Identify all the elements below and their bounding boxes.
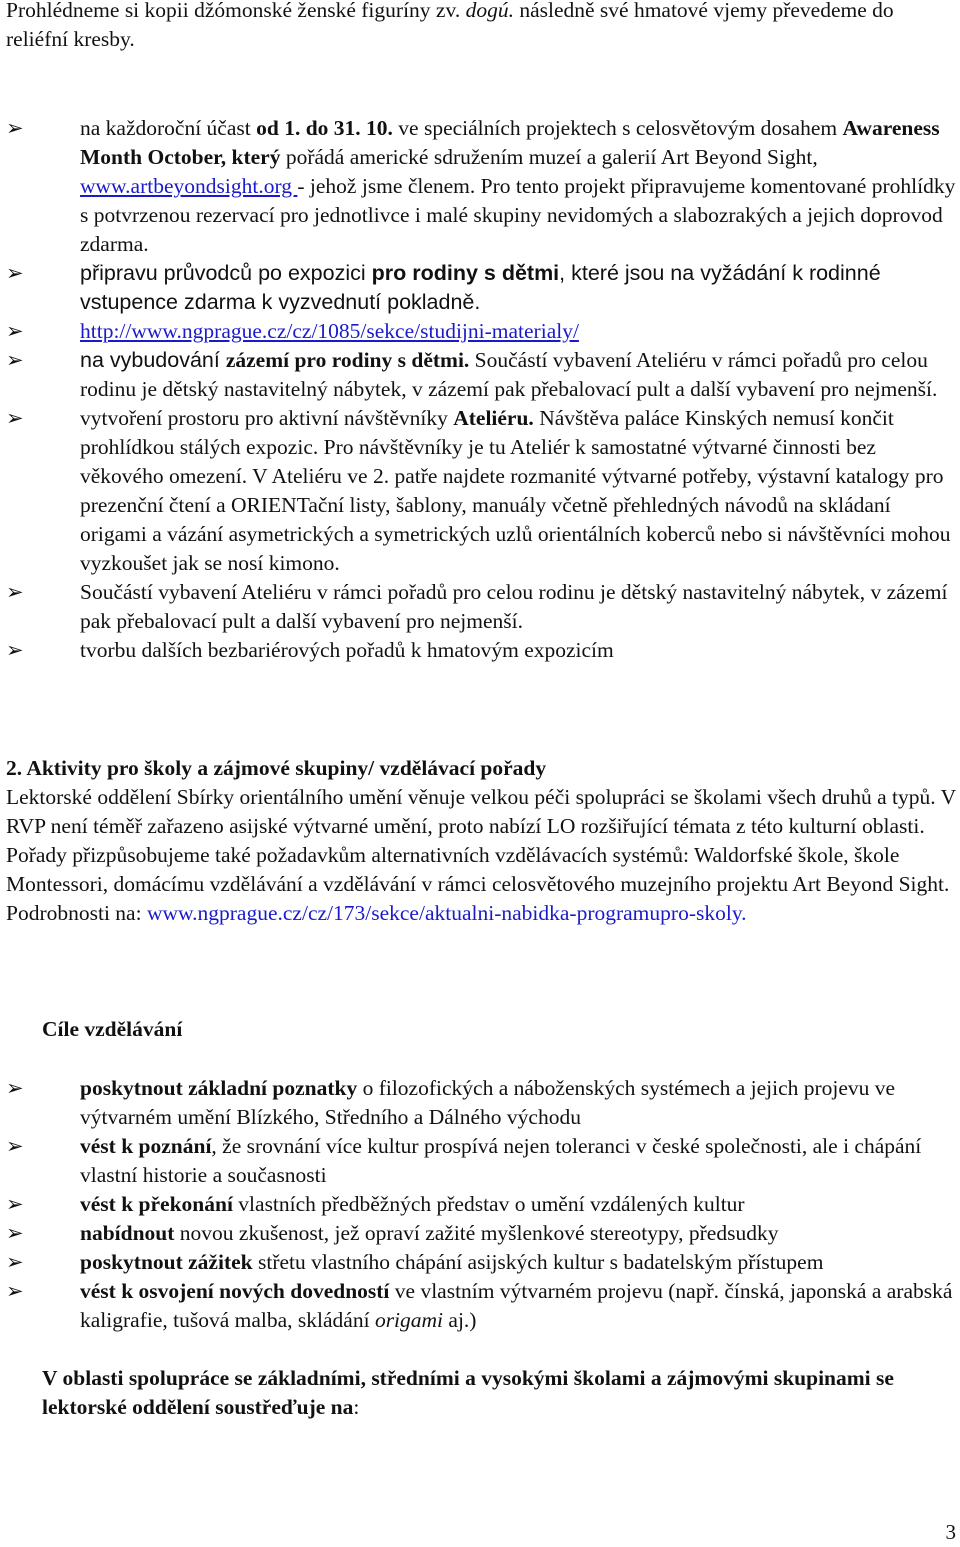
goals-list (6, 1074, 956, 1335)
arrow-bullet-icon: ➢ (6, 580, 24, 604)
list-item: ➢ tvorbu dalších bezbariérových pořadů k hmatovým expozicím (6, 636, 956, 665)
closing-paragraph: V oblasti spolupráce se základními, středními a vysokými školami a zájmovými skupinami se lektorské oddělení soustřeďuje na: (42, 1366, 894, 1419)
arrow-bullet-icon: ➢ (6, 348, 24, 372)
arrow-bullet-icon: ➢ (6, 1250, 24, 1274)
list-item (6, 317, 956, 346)
list-item: ➢ na vybudování zázemí pro rodiny s dětmi. Součástí vybavení Ateliéru v rámci pořadů pro celou rodinu je dětský nastavitelný nábytek, v zázemí pak přebalovací pult a další vybavení pro nejmenší. (6, 348, 938, 401)
arrow-bullet-icon: ➢ (6, 1076, 24, 1100)
arrow-bullet-icon: ➢ (6, 638, 24, 662)
intro-paragraph: Prohlédneme si kopii džómonské ženské figuríny zv. dogú. následně své hmatové vjemy převedeme do reliéfní kresby. (6, 0, 894, 51)
arrow-bullet-icon: ➢ (6, 1221, 24, 1245)
arrow-bullet-icon: ➢ (6, 116, 24, 140)
dogu-term: dogú. (465, 0, 514, 22)
list-item: ➢ na každoroční účast od 1. do 31. 10. ve speciálních projektech s celosvětovým dosahem Awareness Month October, který pořádá americké sdružením muzeí a galerií Art Beyond Sight, www.artbeyondsight.org - jehož jsme členem. Pro tento projekt připravujeme komentované prohlídky s potvrzenou rezervací pro jednotlivce i malé skupiny nevidomých a slabozrakých a jejich doprovod zdarma. (6, 116, 956, 256)
section-text: Lektorské oddělení Sbírky orientálního umění věnuje velkou péči spolupráci se školami všech druhů a typů. V RVP není téměř zařazeno asijské výtvarné umění, proto nabízí LO rozšiřující témata z této kulturní oblasti. Pořady přizpůsobujeme také požadavkům alternativních vzdělávacích systémů: Waldorfské škole, škole Montessori, domácímu vzdělávání a vzdělávání v rámci celosvětového muzejního projektu Art Beyond Sight. Podrobnosti na: www.ngprague.cz/cz/173/sekce/aktualni-nabidka-programupro-skoly. (6, 785, 956, 925)
list-item: ➢ vést k poznání, že srovnání více kultur prospívá nejen toleranci v české společnosti, ale i chápání vlastní historie a současnosti (6, 1134, 922, 1187)
nabidka-link[interactable]: www.ngprague.cz/cz/173/sekce/aktualni-nabidka-programupro-skoly. (146, 901, 747, 925)
page-number: 3 (945, 1520, 956, 1544)
list-item: ➢ poskytnout zážitek střetu vlastního chápání asijských kultur s badatelským přístupem (6, 1248, 956, 1277)
studijni-materialy-link[interactable]: http://www.ngprague.cz/cz/1085/sekce/studijni-materialy/ (80, 319, 579, 343)
section-2 (6, 754, 956, 928)
artbeyondsight-link[interactable]: www.artbeyondsight.org (80, 174, 298, 198)
arrow-bullet-icon: ➢ (6, 1279, 24, 1303)
arrow-bullet-icon: ➢ (6, 319, 24, 343)
arrow-bullet-icon: ➢ (6, 1134, 24, 1158)
list-item: ➢ nabídnout novou zkušenost, jež opraví zažité myšlenkové stereotypy, předsudky (6, 1219, 956, 1248)
arrow-bullet-icon: ➢ (6, 1192, 24, 1216)
list-item: ➢ vést k osvojení nových dovedností ve vlastním výtvarném projevu (např. čínská, japonská a arabská kaligrafie, tušová malba, skládání origami aj.) (6, 1279, 953, 1332)
list-item: ➢ vytvoření prostoru pro aktivní návštěvníky Ateliéru. Návštěva paláce Kinských nemusí končit prohlídkou stálých expozic. Pro návštěvníky je tu Ateliér k samostatné výtvarné činnosti bez věkového omezení. V Ateliéru ve 2. patře najdete rozmanité výtvarné potřeby, výstavní katalogy pro prezenční čtení a ORIENTační listy, šablony, manuály včetně přehledných návodů na skládaní origami a vázání asymetrických a symetrických uzlů orientálních koberců nebo si návštěvníci mohou vyzkoušet jak se nosí kimono. (6, 406, 951, 575)
goals-heading: Cíle vzdělávání (42, 1017, 183, 1041)
arrow-bullet-icon: ➢ (6, 262, 24, 285)
arrow-bullet-icon: ➢ (6, 406, 24, 430)
list-item: ➢ připravu průvodců po expozici pro rodiny s dětmi, které jsou na vyžádání k rodinné vstupence zdarma k vyzvednutí pokladně. (6, 261, 881, 314)
list-item: ➢ poskytnout základní poznatky o filozofických a náboženských systémech a jejich projevu ve výtvarném umění Blízkého, Středního a Dálného východu (6, 1076, 896, 1129)
list-item: ➢ vést k překonání vlastních předběžných představ o umění vzdálených kultur (6, 1190, 956, 1219)
list-item: ➢ Součástí vybavení Ateliéru v rámci pořadů pro celou rodinu je dětský nastavitelný nábytek, v zázemí pak přebalovací pult a další vybavení pro nejmenší. (6, 580, 948, 633)
section-heading: 2. Aktivity pro školy a zájmové skupiny/ vzdělávací pořady (6, 756, 547, 780)
activities-list (6, 114, 956, 665)
